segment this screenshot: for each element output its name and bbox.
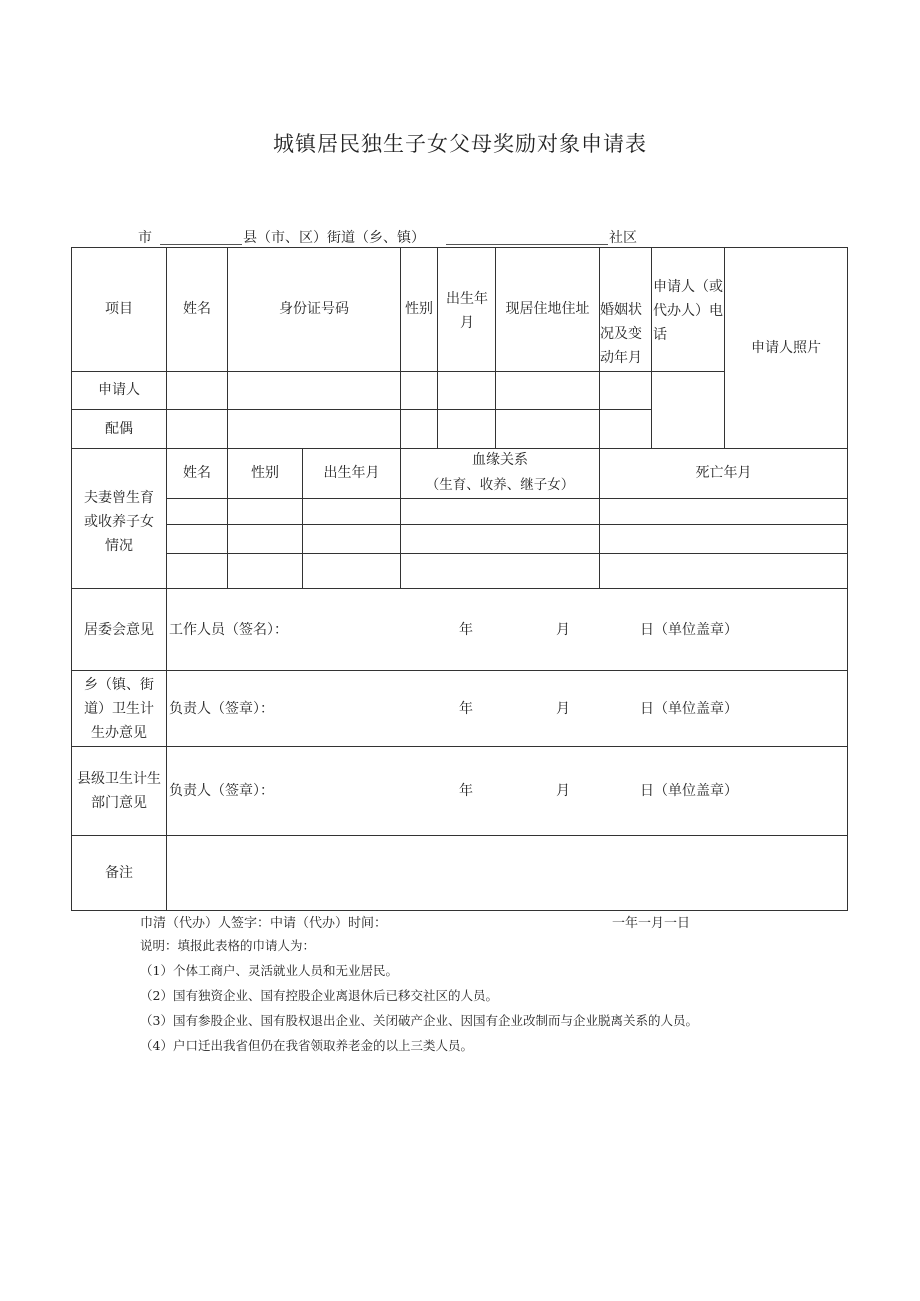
photo-cell[interactable]	[725, 249, 847, 448]
approval-year: 年	[459, 622, 473, 638]
date-line: 一年一月一日	[612, 916, 691, 931]
city-field[interactable]	[160, 244, 242, 245]
note-item-3: （3）国有参股企业、国有股权退出企业、关闭破产企业、因国有企业改制而与企业脱离关系的人员。	[140, 1013, 698, 1028]
header-marriage: 婚姻状况及变动年月	[600, 302, 642, 366]
applicant-name-cell[interactable]	[167, 372, 227, 409]
approval-label-county: 县级卫生计生部门意见	[77, 771, 161, 811]
children-header-birth: 出生年月	[323, 465, 380, 481]
city-label: 市	[138, 230, 152, 246]
approval-label-township: 乡（镇、街道）卫生计生办意见	[84, 677, 154, 741]
approval-month: 月	[556, 783, 570, 799]
header-birth: 出生年月	[446, 291, 488, 331]
approval-day-seal: 日（单位盖章）	[640, 622, 738, 638]
approval-signer-residents: 工作人员（签名）：	[169, 622, 288, 638]
approval-year: 年	[459, 783, 473, 799]
remarks-label: 备注	[105, 865, 133, 881]
header-id-number: 身份证号码	[279, 301, 349, 317]
approval-day-seal: 日（单位盖章）	[640, 701, 738, 717]
note-item-2: （2）国有独资企业、国有控股企业离退休后已移交社区的人员。	[140, 988, 498, 1003]
applicant-id-cell[interactable]	[228, 372, 400, 409]
header-name: 姓名	[183, 301, 211, 317]
children-header-relation-note: （生育、收养、继子女）	[425, 477, 575, 493]
approval-day-seal: 日（单位盖章）	[640, 783, 738, 799]
header-item: 项目	[105, 301, 133, 317]
approval-label-residents: 居委会意见	[84, 622, 154, 638]
approval-year: 年	[459, 701, 473, 717]
children-section-label: 夫妻曾生育或收养子女情况	[84, 490, 154, 554]
approval-month: 月	[556, 701, 570, 717]
approval-signer-county: 负责人（签章）：	[169, 783, 274, 799]
approval-month: 月	[556, 622, 570, 638]
children-header-gender: 性别	[251, 465, 279, 481]
note-item-1: （1）个体工商户、灵活就业人员和无业居民。	[140, 963, 398, 978]
signature-line: 巾清（代办）人签字：中请（代办）时间：	[140, 916, 388, 931]
children-header-name: 姓名	[183, 465, 211, 481]
approval-signer-township: 负责人（签章）：	[169, 701, 274, 717]
children-header-death: 死亡年月	[695, 465, 752, 481]
form-title: 城镇居民独生子女父母奖励对象申请表	[273, 132, 647, 156]
children-header-relation: 血缘关系	[472, 452, 528, 468]
remarks-field[interactable]	[167, 836, 847, 910]
county-label: 县（市、区）街道（乡、镇）	[243, 230, 425, 246]
note-intro: 说明：填报此表格的巾请人为：	[140, 938, 316, 953]
street-field[interactable]	[446, 244, 608, 245]
row-applicant: 申请人	[98, 382, 140, 398]
note-item-4: （4）户口迁出我省但仍在我省领取养老金的以上三类人员。	[140, 1038, 473, 1053]
header-gender: 性别	[405, 301, 433, 317]
row-spouse: 配偶	[105, 421, 133, 437]
community-label: 社区	[609, 230, 637, 246]
header-address: 现居住地住址	[505, 301, 590, 317]
header-photo: 申请人照片	[751, 340, 821, 356]
header-phone: 申请人（或代办人）电话	[653, 279, 723, 343]
